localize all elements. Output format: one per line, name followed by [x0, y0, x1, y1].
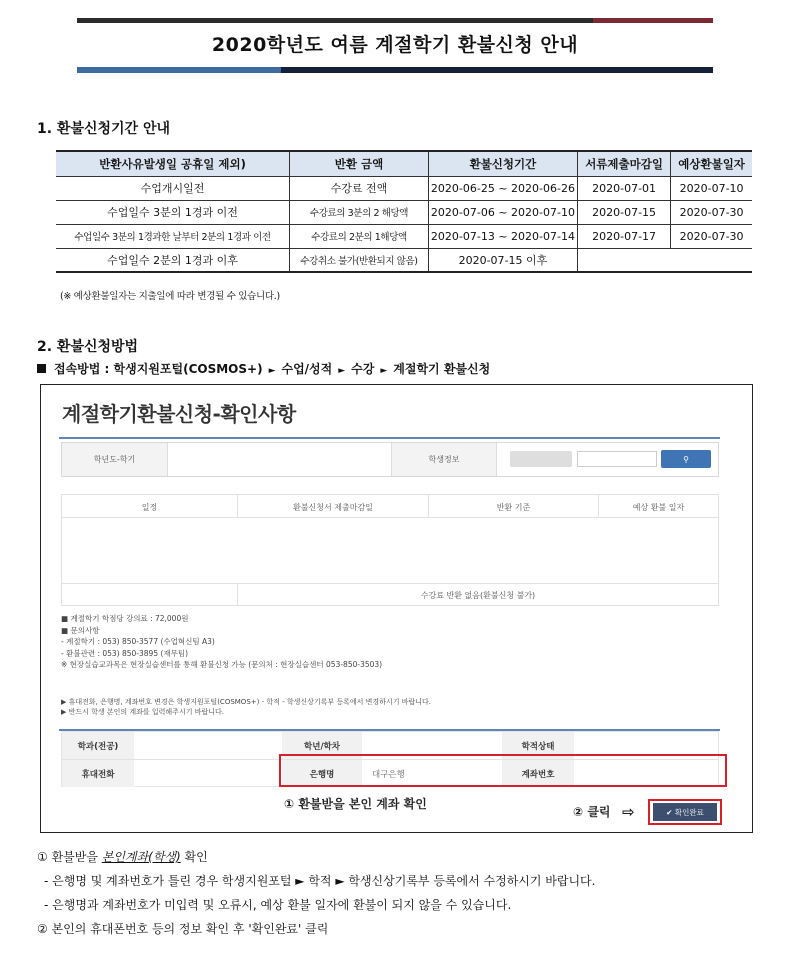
path-step: 학생지원포털(COSMOS+) — [113, 362, 263, 376]
caption-click: ② 클릭 — [573, 805, 611, 819]
table-cell: 수강료의 3분의 2 해당액 — [290, 200, 429, 224]
triangle-right-icon: ► — [338, 366, 346, 376]
title-bottom-bar — [77, 67, 713, 73]
table-row — [56, 248, 752, 272]
table-row — [56, 224, 752, 248]
schedule-grid — [61, 494, 719, 606]
search-row — [61, 442, 719, 477]
notice-block — [61, 697, 431, 717]
info-line: - 계절학기 : 053) 850-3577 (수업혁신팀 A3) — [61, 637, 215, 646]
title-top-bar — [77, 18, 713, 23]
table-cell: 수업개시일전 — [56, 176, 290, 200]
table-cell-empty — [577, 248, 752, 272]
info-line: - 환불관련 : 053) 850-3895 (재무팀) — [61, 648, 189, 658]
refund-screen-capture — [40, 384, 753, 833]
table-cell: 2020-06-25 ~ 2020-06-26 — [428, 176, 577, 200]
info-line: ■ 계절학기 학점당 강의료 : 72,000원 — [61, 614, 189, 623]
notice-line: ▶ 반드시 학생 본인의 계좌를 입력해주시기 바랍니다. — [61, 708, 224, 716]
bank-label: 은행명 — [282, 760, 362, 787]
section1-heading: 1. 환불신청기간 안내 — [37, 121, 170, 137]
screen-title-rule — [59, 437, 720, 439]
table-cell: 2020-07-06 ~ 2020-07-10 — [428, 200, 577, 224]
square-bullet-icon — [37, 364, 46, 373]
instruction-1-pre: ① 환불받을 — [37, 850, 102, 864]
table-cell: 2020-07-30 — [671, 200, 752, 224]
instruction-1 — [37, 848, 208, 865]
table-note: (※ 예상환불일자는 지출일에 따라 변경될 수 있습니다.) — [60, 291, 280, 302]
table-row — [56, 200, 752, 224]
triangle-right-icon: ► — [380, 366, 388, 376]
instruction-4: ② 본인의 휴대폰번호 등의 정보 확인 후 '확인완료' 클릭 — [37, 922, 329, 936]
col-header: 예상환불일자 — [671, 151, 752, 176]
table-cell: 수업일수 2분의 1경과 이후 — [56, 248, 290, 272]
access-method — [37, 360, 490, 377]
screen-title: 계절학기환불신청-확인사항 — [62, 402, 296, 426]
table-cell: 수강료의 2분의 1해당액 — [290, 224, 429, 248]
info-line: ※ 현장실습교과목은 현장실습센터를 통해 환불신청 가능 (문의처 : 현장실습센터 053-850-3503) — [61, 660, 383, 669]
path-step: 계절학기 환불신청 — [393, 362, 491, 376]
table-cell: 2020-07-30 — [671, 224, 752, 248]
caption-check-account: ① 환불받을 본인 계좌 확인 — [284, 797, 427, 811]
grid-header: 환불신청서 제출마감일 — [293, 503, 373, 512]
page-title: 2020학년도 여름 계절학기 환불신청 안내 — [211, 34, 579, 56]
table-cell: 2020-07-10 — [671, 176, 752, 200]
confirm-button[interactable]: ✔ 확인완료 — [653, 803, 717, 821]
table-cell: 2020-07-15 — [577, 200, 670, 224]
arrow-right-icon: ⇨ — [622, 803, 635, 821]
section2-heading: 2. 환불신청방법 — [37, 339, 139, 355]
grid-header: 예상 환불 일자 — [632, 503, 685, 512]
search-button[interactable] — [661, 450, 711, 468]
table-cell: 2020-07-15 이후 — [428, 248, 577, 272]
table-cell: 수강취소 불가(반환되지 않음) — [290, 248, 429, 272]
col-header: 서류제출마감일 — [577, 151, 670, 176]
instruction-2: - 은행명 및 계좌번호가 틀린 경우 학생지원포털 ► 학적 ► 학생신상기록부 등록에서 수정하시기 바랍니다. — [44, 874, 596, 888]
triangle-right-icon: ► — [268, 366, 276, 376]
table-cell: 수강료 전액 — [290, 176, 429, 200]
phone-label: 휴대전화 — [62, 760, 134, 787]
student-name-field[interactable] — [577, 451, 657, 467]
student-id-field[interactable] — [510, 451, 572, 467]
method-label: 접속방법 : — [54, 362, 110, 376]
notice-line: ▶ 휴대전화, 은행명, 계좌번호 변경은 학생지원포털(COSMOS+) - 학적 - 학생신상기록부 등록에서 변경하시기 바랍니다. — [61, 698, 431, 706]
no-refund-text: 수강료 반환 없음(환불신청 불가) — [420, 591, 536, 600]
info-block — [61, 613, 382, 671]
table-cell: 2020-07-01 — [577, 176, 670, 200]
refund-period-table — [56, 150, 752, 273]
grid-header: 반환 기준 — [496, 503, 531, 512]
col-header: 반환 금액 — [290, 151, 429, 176]
table-cell: 수업일수 3분의 1경과 이전 — [56, 200, 290, 224]
status-label: 학적상태 — [502, 732, 574, 759]
bank-account-highlight — [279, 754, 727, 787]
table-header-row — [56, 151, 752, 176]
path-step: 수업/성적 — [281, 362, 333, 376]
instruction-1-emphasis: 본인계좌(학생) — [101, 850, 181, 864]
table-row — [56, 176, 752, 200]
table-cell: 2020-07-13 ~ 2020-07-14 — [428, 224, 577, 248]
student-label: 학생정보 — [391, 443, 497, 476]
term-label: 학년도-학기 — [62, 443, 168, 476]
account-label: 계좌번호 — [502, 760, 574, 787]
year-label: 학년/학차 — [282, 732, 362, 759]
info-line: ■ 문의사항 — [61, 625, 100, 635]
path-step: 수강 — [351, 362, 375, 376]
table-cell: 2020-07-17 — [577, 224, 670, 248]
col-header: 환불신청기간 — [428, 151, 577, 176]
search-icon: ⚲ — [683, 454, 689, 464]
instruction-3: - 은행명과 계좌번호가 미입력 및 오류시, 예상 환불 일자에 환불이 되지 않을 수 있습니다. — [44, 898, 512, 912]
col-header: 반환사유발생일 공휴일 제외) — [56, 151, 290, 176]
instruction-1-post: 확인 — [180, 850, 208, 864]
grid-header: 일정 — [141, 503, 158, 512]
table-cell: 수업일수 3분의 1경과한 날부터 2분의 1경과 이전 — [56, 224, 290, 248]
bank-value: 대구은행 — [372, 770, 405, 780]
dept-label: 학과(전공) — [62, 732, 134, 759]
